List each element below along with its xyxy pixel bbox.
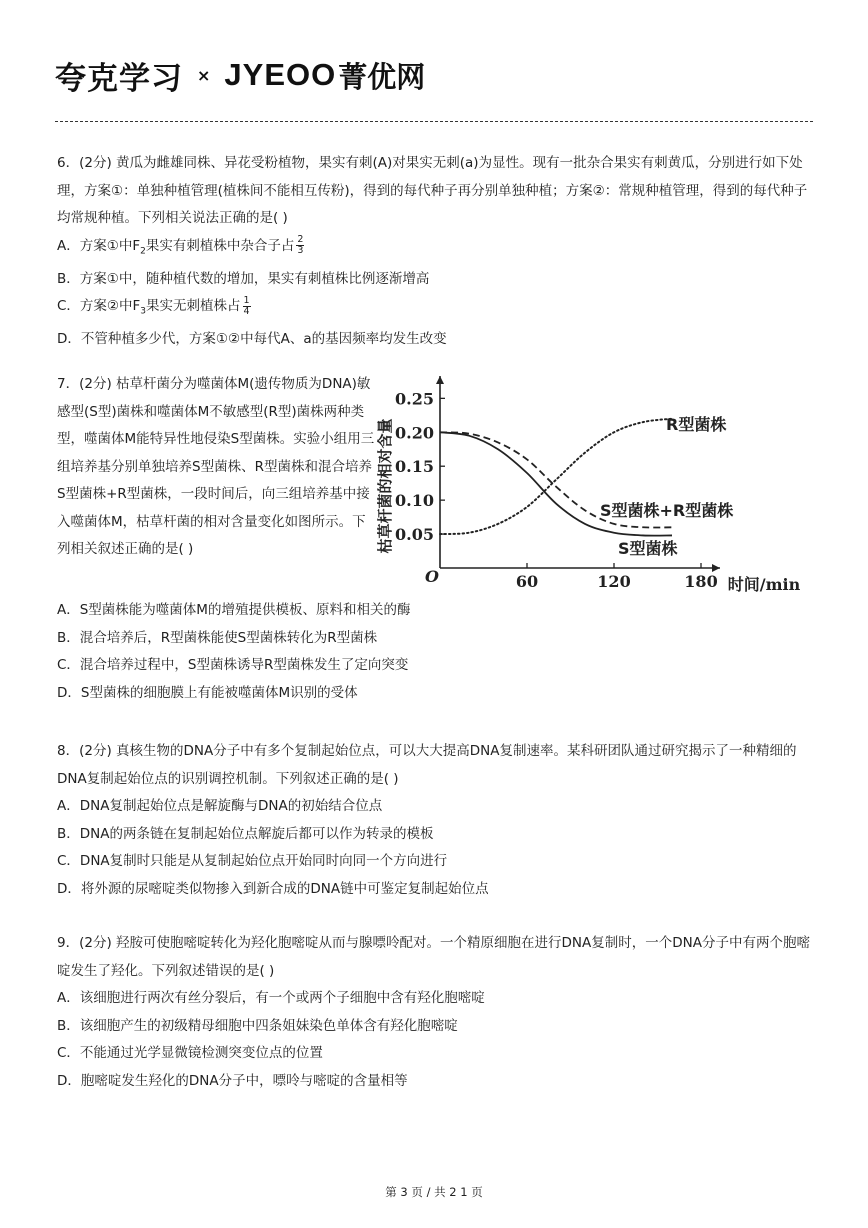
question-7-option-c[interactable]: C．混合培养过程中，S型菌株诱导R型菌株发生了定向突变 bbox=[57, 657, 409, 673]
page-footer: 第 3 页 / 共 2 1 页 bbox=[385, 1185, 483, 1199]
question-7-stem: 7．(2分) 枯草杆菌分为噬菌体M(遗传物质为DNA)敏感型(S型)菌株和噬菌体M不敏感型(R型)菌株两种类型，噬菌体M能特异性地侵染S型菌株。实验小组用三组培养基分别单独培养S型菌株、R型菌株和混合培养S型菌株+R型菌株，一段时间后，向三组培养基中接入噬菌体M，枯草杆菌的相对含量变化如图所示。下列相关叙述正确的是( ) bbox=[57, 376, 375, 557]
option-c-prefix: C．方案②中F bbox=[57, 298, 141, 315]
option-a-fraction bbox=[296, 235, 304, 256]
fraction-numerator: 1 bbox=[243, 294, 250, 306]
question-8-option-c[interactable]: C．DNA复制时只能是从复制起始位点开始同时向同一个方向进行 bbox=[57, 853, 448, 869]
chart-layer bbox=[395, 376, 733, 591]
question-6-stem: 6．(2分) 黄瓜为雌雄同株、异花受粉植物，果实有刺(A)对果实无刺(a)为显性。现有一批杂合果实有刺黄瓜，分别进行如下处理，方案①：单独种植管理(植株间不能相互传粉)，得到的每代种子再分别单独种植；方案②：常规种植管理，得到的每代种子均常规种植。下列相关说法正确的是( ) bbox=[57, 155, 808, 226]
series-label-1: S型菌株+R型菌株 bbox=[600, 501, 734, 520]
chart-origin-label: O bbox=[425, 567, 439, 586]
logo-separator: × bbox=[197, 65, 211, 85]
question-6-option-b[interactable]: B．方案①中，随种植代数的增加，果实有刺植株比例逐渐增高 bbox=[57, 270, 430, 287]
y-tick-label: 0.05 bbox=[395, 525, 434, 545]
option-a-text: 果实有刺植株中杂合子占 bbox=[145, 237, 295, 254]
option-a-subscript: 2 bbox=[140, 246, 146, 257]
series-label-2: S型菌株 bbox=[618, 539, 678, 558]
question-9-option-a[interactable]: A．该细胞进行两次有丝分裂后，有一个或两个子细胞中含有羟化胞嘧啶 bbox=[57, 990, 485, 1006]
option-a-prefix: A．方案①中F bbox=[57, 237, 141, 254]
question-8-option-a[interactable]: A．DNA复制起始位点是解旋酶与DNA的初始结合位点 bbox=[57, 798, 383, 814]
question-8-option-d[interactable]: D．将外源的尿嘧啶类似物掺入到新合成的DNA链中可鉴定复制起始位点 bbox=[57, 880, 489, 897]
y-tick-label: 0.15 bbox=[395, 457, 434, 477]
question-9-stem: 9．(2分) 羟胺可使胞嘧啶转化为羟化胞嘧啶从而与腺嘌呤配对。一个精原细胞在进行DNA复制时，一个DNA分子中有两个胞嘧啶发生了羟化。下列叙述错误的是( ) bbox=[57, 935, 810, 979]
question-6-option-d[interactable]: D．不管种植多少代，方案①②中每代A、a的基因频率均发生改变 bbox=[57, 331, 447, 348]
bacteria-content-chart bbox=[370, 368, 810, 600]
question-7-options bbox=[57, 597, 817, 707]
question-8-option-b[interactable]: B．DNA的两条链在复制起始位点解旋后都可以作为转录的模板 bbox=[57, 825, 434, 842]
option-c-subscript: 3 bbox=[140, 306, 147, 317]
y-tick-label: 0.10 bbox=[395, 491, 434, 511]
question-6-option-c[interactable] bbox=[57, 293, 817, 326]
option-c-fraction bbox=[243, 296, 251, 317]
y-tick-label: 0.25 bbox=[395, 389, 434, 409]
logo-jyeoo-cn-text: 菁优网 bbox=[338, 59, 426, 94]
question-7 bbox=[57, 371, 377, 564]
question-7-option-b[interactable]: B．混合培养后，R型菌株能使S型菌株转化为R型菌株 bbox=[57, 629, 378, 646]
x-axis-arrow bbox=[712, 564, 720, 572]
fraction-denominator: 3 bbox=[297, 245, 304, 256]
question-8 bbox=[57, 738, 817, 903]
question-9-option-c[interactable]: C．不能通过光学显微镜检测突变位点的位置 bbox=[57, 1045, 323, 1061]
logo-quark-text: 夸克学习 bbox=[55, 60, 183, 97]
question-6-option-a[interactable] bbox=[57, 233, 817, 266]
logo-jyeoo-text: JYEOO bbox=[224, 57, 337, 92]
chart-y-axis-label: 枯草杆菌的相对含量 bbox=[376, 418, 394, 554]
x-tick-label: 120 bbox=[597, 572, 631, 591]
series-label-0: R型菌株 bbox=[666, 415, 727, 434]
question-9-option-d[interactable]: D．胞嘧啶发生羟化的DNA分子中，嘌呤与嘧啶的含量相等 bbox=[57, 1072, 408, 1089]
y-axis-arrow bbox=[436, 376, 444, 384]
fraction-denominator: 4 bbox=[243, 305, 250, 317]
question-7-option-d[interactable]: D．S型菌株的细胞膜上有能被噬菌体M识别的受体 bbox=[57, 684, 358, 701]
question-7-option-a[interactable]: A．S型菌株能为噬菌体M的增殖提供模板、原料和相关的酶 bbox=[57, 602, 411, 618]
option-c-text: 果实无刺植株占 bbox=[146, 298, 241, 315]
question-9-option-b[interactable]: B．该细胞产生的初级精母细胞中四条姐妹染色单体含有羟化胞嘧啶 bbox=[57, 1017, 458, 1034]
question-6 bbox=[57, 150, 817, 354]
series-line-2 bbox=[440, 432, 672, 535]
question-9 bbox=[57, 930, 817, 1095]
question-8-stem: 8．(2分) 真核生物的DNA分子中有多个复制起始位点，可以大大提高DNA复制速率。某科研团队通过研究揭示了一种精细的DNA复制起始位点的识别调控机制。下列叙述正确的是( ) bbox=[57, 743, 797, 787]
x-tick-label: 180 bbox=[684, 572, 718, 591]
header-logo bbox=[55, 55, 425, 95]
header-divider bbox=[55, 121, 813, 122]
chart-x-axis-label: 时间/min bbox=[727, 575, 801, 594]
fraction-numerator: 2 bbox=[297, 234, 304, 245]
x-tick-label: 60 bbox=[515, 572, 539, 591]
y-tick-label: 0.20 bbox=[395, 423, 434, 443]
